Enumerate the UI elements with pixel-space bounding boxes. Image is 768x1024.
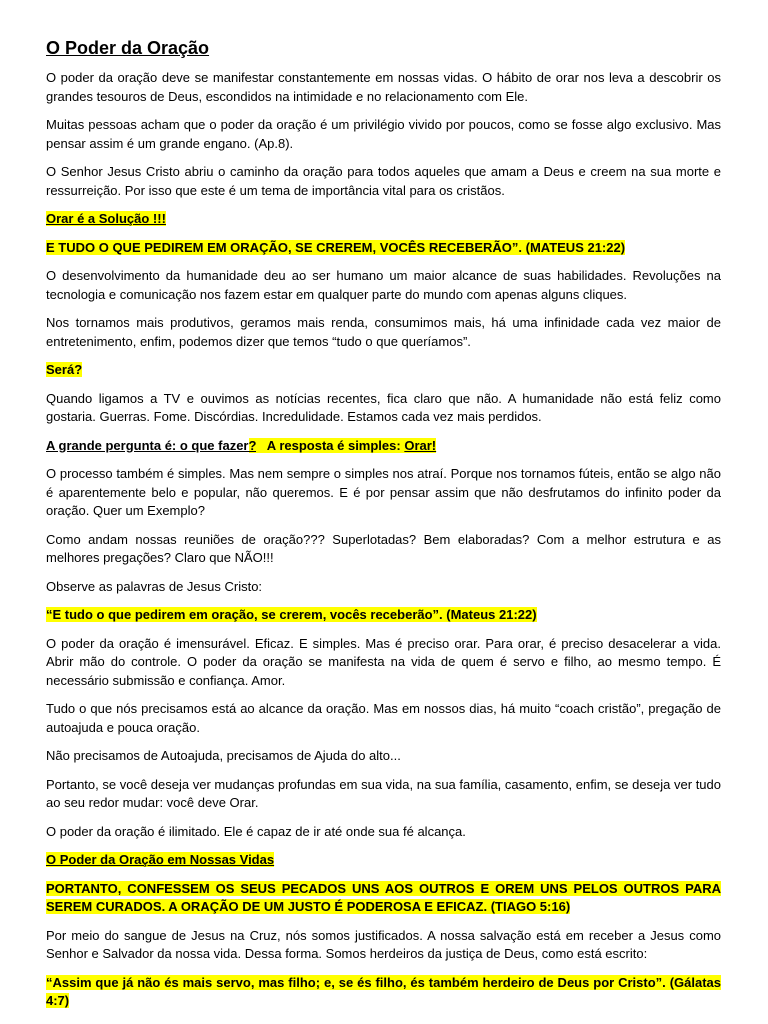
paragraph-development: O desenvolvimento da humanidade deu ao ser humano um maior alcance de suas habilidades. Revoluções na tecnologia e comunicação nos fazem estar em qualquer parte do mundo com apenas alguns cliques. xyxy=(46,268,721,302)
verse-tiago: PORTANTO, CONFESSEM OS SEUS PECADOS UNS AOS OUTROS E OREM UNS PELOS OUTROS PARA SEREM CURADOS. A ORAÇÃO DE UM JUSTO É PODEROSA E EFICAZ. (TIAGO 5:16) xyxy=(46,880,721,914)
paragraph-unlimited: O poder da oração é ilimitado. Ele é capaz de ir até onde sua fé alcança. xyxy=(46,823,466,839)
verse-galatas-line xyxy=(46,974,721,1011)
heading-sera: Será? xyxy=(46,362,83,377)
question-text: A grande pergunta é: o que fazer xyxy=(46,437,249,453)
paragraph-meetings: Como andam nossas reuniões de oração??? Superlotadas? Bem elaboradas? Com a melhor estrutura e as melhores pregações? Claro que NÃO!!! xyxy=(46,531,721,565)
heading-sera-line xyxy=(46,361,721,380)
answer-intro: A resposta é simples: xyxy=(256,437,405,453)
verse-tiago-line xyxy=(46,880,721,917)
heading-solucao: Orar é a Solução !!! xyxy=(46,211,166,226)
heading-solucao-line xyxy=(46,210,721,229)
verse-mateus: “E tudo o que pedirem em oração, se crerem, vocês receberão”. (Mateus 21:22) xyxy=(46,607,537,622)
paragraph-changes: Portanto, se você deseja ver mudanças profundas em sua vida, na sua família, casamento, enfim, se deseja ver tudo ao seu redor mudar: você deve Orar. xyxy=(46,776,721,810)
answer-orar: Orar! xyxy=(404,437,437,453)
question-mark: ? xyxy=(248,437,257,453)
paragraph-autoajuda: Não precisamos de Autoajuda, precisamos de Ajuda do alto... xyxy=(46,748,401,763)
paragraph-immeasurable: O poder da oração é imensurável. Eficaz. E simples. Mas é preciso orar. Para orar, é preciso desacelerar a vida. Abrir mão do controle. O poder da oração se manifesta na vida de quem é servo e filho, ao mesmo tempo. É necessário submissão e confiança. Amor. xyxy=(46,635,721,688)
paragraph-intro: O poder da oração deve se manifestar constantemente em nossas vidas. O hábito de orar nos leva a descobrir os grandes tesouros de Deus, escondidos na intimidade e no relacionamento com Ele. xyxy=(46,70,721,104)
paragraph-productive: Nos tornamos mais produtivos, geramos mais renda, consumimos mais, há uma infinidade cada vez maior de entretenimento, enfim, podemos dizer que temos “tudo o que queríamos”. xyxy=(46,315,721,349)
verse-mateus-caps: E TUDO O QUE PEDIREM EM ORAÇÃO, SE CREREM, VOCÊS RECEBERÃO”. (MATEUS 21:22) xyxy=(46,239,626,255)
paragraph-blood: Por meio do sangue de Jesus na Cruz, nós somos justificados. A nossa salvação está em receber a Jesus como Senhor e Salvador da nossa vida. Dessa forma. Somos herdeiros da justiça de Deus, como está escrito: xyxy=(46,927,721,961)
paragraph-coach: Tudo o que nós precisamos está ao alcance da oração. Mas em nossos dias, há muito “coach cristão”, pregação de autoajuda e pouca oração. xyxy=(46,701,721,735)
paragraph-process: O processo também é simples. Mas nem sempre o simples nos atraí. Porque nos tornamos fúteis, então se algo não é aparentemente belo e popular, não queremos. E é por pensar assim que não desfrutamos do infinito poder da oração. Quer um Exemplo? xyxy=(46,466,721,518)
paragraph-privilege: Muitas pessoas acham que o poder da oração é um privilégio vivido por poucos, como se fosse algo exclusivo. Mas pensar assim é um grande engano. (Ap.8). xyxy=(46,117,721,151)
question-line xyxy=(46,437,721,456)
heading-vidas-line xyxy=(46,851,721,870)
verse-galatas: “Assim que já não és mais servo, mas filho; e, se és filho, és também herdeiro de Deus por Cristo”. (Gálatas 4:7) xyxy=(46,974,721,1008)
heading-vidas: O Poder da Oração em Nossas Vidas xyxy=(46,852,275,867)
paragraph-jesus-path: O Senhor Jesus Cristo abriu o caminho da oração para todos aqueles que amam a Deus e creem na sua morte e ressurreição. Por isso que este é um tema de importância vital para os cristãos. xyxy=(46,164,721,198)
paragraph-tv-news: Quando ligamos a TV e ouvimos as notícias recentes, fica claro que não. A humanidade não está feliz como gostaria. Guerras. Fome. Discórdias. Incredulidade. Estamos cada vez mais perdidos. xyxy=(46,390,721,424)
paragraph-observe: Observe as palavras de Jesus Cristo: xyxy=(46,578,263,594)
document-title: O Poder da Oração xyxy=(46,38,210,58)
verse-mateus-caps-line xyxy=(46,239,721,258)
verse-mateus-line xyxy=(46,606,721,625)
